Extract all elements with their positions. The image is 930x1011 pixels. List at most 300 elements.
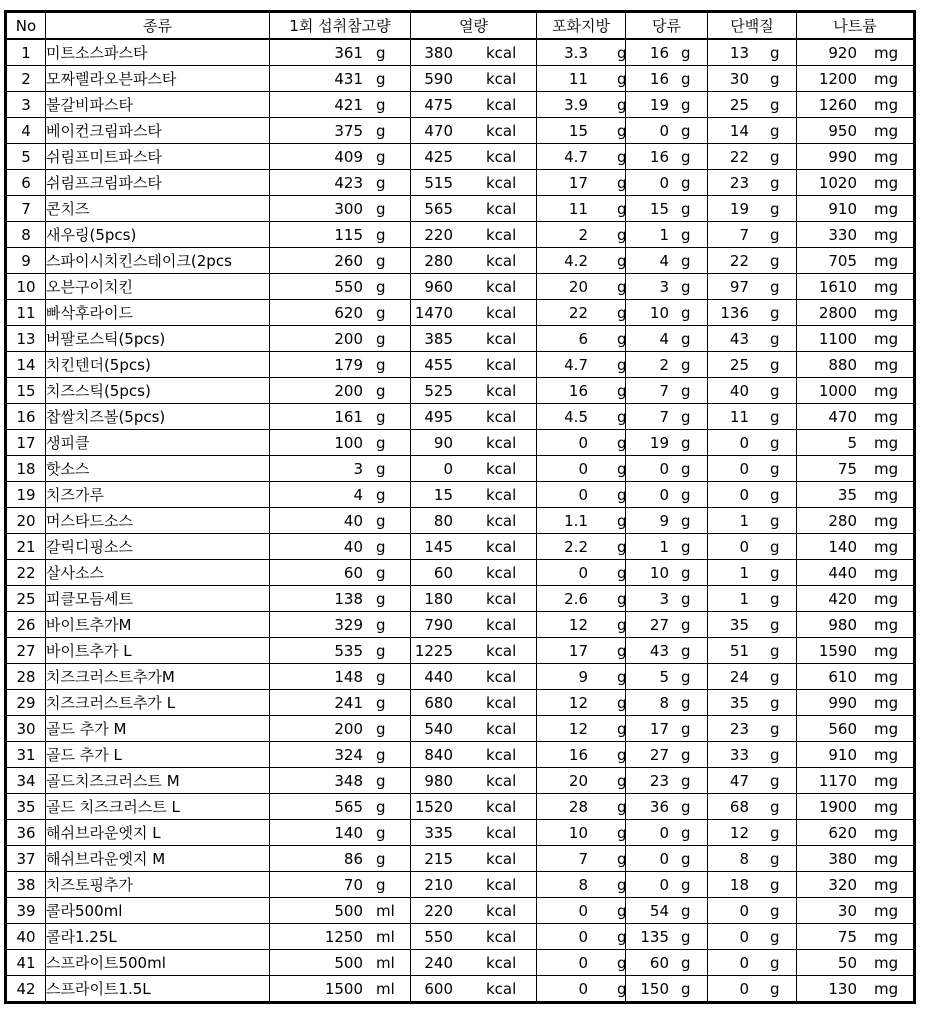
saturated-fat-cell: [537, 716, 626, 742]
unit-text: g: [681, 43, 691, 62]
serving-cell: [270, 846, 411, 872]
value-text: 33: [729, 745, 749, 764]
value-text: 9: [578, 667, 588, 686]
value-text: 1: [659, 225, 669, 244]
value-text: 24: [729, 667, 749, 686]
unit-text: g: [617, 927, 627, 946]
table-header: [6, 12, 915, 40]
table-row: [6, 326, 915, 352]
value-text: 28: [568, 797, 588, 816]
value-text: 30: [837, 901, 857, 920]
sugar-cell: [626, 690, 708, 716]
unit-text: kcal: [486, 225, 517, 244]
saturated-fat-cell: [537, 508, 626, 534]
value-text: 610: [828, 667, 857, 686]
value-text: 600: [424, 979, 453, 998]
value-text: 0: [659, 459, 669, 478]
serving-cell: [270, 690, 411, 716]
calories-cell: [411, 196, 537, 222]
sugar-cell: [626, 196, 708, 222]
calories-cell: [411, 170, 537, 196]
row-number-cell: 25: [6, 586, 46, 612]
unit-text: g: [376, 69, 386, 88]
saturated-fat-cell: [537, 326, 626, 352]
row-number-cell: 14: [6, 352, 46, 378]
unit-text: ml: [376, 953, 395, 972]
row-number-cell: 26: [6, 612, 46, 638]
serving-cell: [270, 482, 411, 508]
value-text: 30: [729, 69, 749, 88]
unit-text: g: [770, 69, 780, 88]
value-text: 20: [568, 771, 588, 790]
sugar-cell: [626, 924, 708, 950]
protein-cell: [708, 248, 797, 274]
unit-text: g: [376, 719, 386, 738]
sodium-cell: [797, 430, 915, 456]
serving-cell: [270, 794, 411, 820]
value-text: 1020: [818, 173, 857, 192]
unit-text: g: [617, 693, 627, 712]
item-name-cell: 해쉬브라운엣지 M: [46, 846, 270, 872]
unit-text: g: [681, 69, 691, 88]
value-text: 40: [729, 381, 749, 400]
value-text: 145: [424, 537, 453, 556]
protein-cell: [708, 768, 797, 794]
saturated-fat-cell: [537, 92, 626, 118]
value-text: 200: [334, 381, 363, 400]
value-text: 14: [729, 121, 749, 140]
row-number-cell: 42: [6, 976, 46, 1003]
item-name-cell: 골드 치즈크러스트 L: [46, 794, 270, 820]
sodium-cell: [797, 820, 915, 846]
unit-text: g: [770, 693, 780, 712]
table-row: [6, 248, 915, 274]
value-text: 260: [334, 251, 363, 270]
value-text: 1: [739, 511, 749, 530]
table-row: [6, 39, 915, 66]
unit-text: mg: [874, 719, 899, 738]
saturated-fat-cell: [537, 378, 626, 404]
unit-text: kcal: [486, 329, 517, 348]
item-name-cell: 콘치즈: [46, 196, 270, 222]
protein-cell: [708, 976, 797, 1003]
unit-text: kcal: [486, 95, 517, 114]
unit-text: kcal: [486, 407, 517, 426]
protein-cell: [708, 664, 797, 690]
protein-cell: [708, 144, 797, 170]
value-text: 23: [729, 173, 749, 192]
serving-cell: [270, 508, 411, 534]
sugar-cell: [626, 300, 708, 326]
header-row: [6, 12, 915, 40]
value-text: 43: [729, 329, 749, 348]
value-text: 0: [578, 485, 588, 504]
value-text: 215: [424, 849, 453, 868]
unit-text: kcal: [486, 667, 517, 686]
value-text: 0: [739, 901, 749, 920]
sugar-cell: [626, 664, 708, 690]
sugar-cell: [626, 482, 708, 508]
value-text: 0: [739, 459, 749, 478]
row-number-cell: 21: [6, 534, 46, 560]
item-name-cell: 치즈크러스트추가 L: [46, 690, 270, 716]
sodium-cell: [797, 560, 915, 586]
calories-cell: [411, 534, 537, 560]
unit-text: mg: [874, 511, 899, 530]
row-number-cell: 41: [6, 950, 46, 976]
saturated-fat-cell: [537, 690, 626, 716]
serving-cell: [270, 378, 411, 404]
unit-text: mg: [874, 277, 899, 296]
serving-cell: [270, 170, 411, 196]
unit-text: mg: [874, 407, 899, 426]
value-text: 0: [578, 563, 588, 582]
value-text: 100: [334, 433, 363, 452]
value-text: 550: [334, 277, 363, 296]
value-text: 440: [828, 563, 857, 582]
item-name-cell: 오븐구이치킨: [46, 274, 270, 300]
value-text: 4.5: [564, 407, 588, 426]
value-text: 1520: [414, 797, 453, 816]
sodium-cell: [797, 326, 915, 352]
unit-text: g: [376, 199, 386, 218]
value-text: 19: [649, 433, 669, 452]
serving-cell: [270, 638, 411, 664]
sugar-cell: [626, 66, 708, 92]
value-text: 423: [334, 173, 363, 192]
unit-text: g: [376, 43, 386, 62]
value-text: 2.6: [564, 589, 588, 608]
unit-text: g: [770, 849, 780, 868]
serving-cell: [270, 248, 411, 274]
value-text: 210: [424, 875, 453, 894]
item-name-cell: 스프라이트500ml: [46, 950, 270, 976]
nutrition-table: [4, 10, 916, 1004]
table-row: [6, 144, 915, 170]
unit-text: g: [681, 641, 691, 660]
unit-text: g: [376, 355, 386, 374]
unit-text: kcal: [486, 251, 517, 270]
row-number-cell: 37: [6, 846, 46, 872]
unit-text: mg: [874, 69, 899, 88]
value-text: 4.2: [564, 251, 588, 270]
protein-cell: [708, 612, 797, 638]
unit-text: kcal: [486, 615, 517, 634]
unit-text: mg: [874, 901, 899, 920]
sodium-cell: [797, 456, 915, 482]
sugar-cell: [626, 950, 708, 976]
value-text: 475: [424, 95, 453, 114]
protein-cell: [708, 430, 797, 456]
unit-text: g: [681, 589, 691, 608]
value-text: 68: [729, 797, 749, 816]
sugar-cell: [626, 976, 708, 1003]
sugar-cell: [626, 768, 708, 794]
unit-text: mg: [874, 303, 899, 322]
value-text: 15: [433, 485, 453, 504]
row-number-cell: 18: [6, 456, 46, 482]
value-text: 97: [729, 277, 749, 296]
unit-text: g: [617, 953, 627, 972]
unit-text: mg: [874, 875, 899, 894]
calories-cell: [411, 352, 537, 378]
value-text: 7: [578, 849, 588, 868]
unit-text: mg: [874, 485, 899, 504]
unit-text: kcal: [486, 485, 517, 504]
value-text: 0: [578, 953, 588, 972]
unit-text: g: [376, 329, 386, 348]
sugar-cell: [626, 534, 708, 560]
value-text: 0: [739, 927, 749, 946]
unit-text: g: [617, 381, 627, 400]
saturated-fat-cell: [537, 118, 626, 144]
value-text: 1.1: [564, 511, 588, 530]
value-text: 60: [343, 563, 363, 582]
unit-text: g: [376, 875, 386, 894]
value-text: 7: [659, 407, 669, 426]
sodium-cell: [797, 898, 915, 924]
saturated-fat-cell: [537, 820, 626, 846]
value-text: 11: [568, 199, 588, 218]
sodium-cell: [797, 638, 915, 664]
calories-cell: [411, 222, 537, 248]
value-text: 240: [424, 953, 453, 972]
unit-text: g: [681, 173, 691, 192]
value-text: 3.3: [564, 43, 588, 62]
value-text: 375: [334, 121, 363, 140]
value-text: 470: [828, 407, 857, 426]
table-row: [6, 170, 915, 196]
saturated-fat-cell: [537, 300, 626, 326]
serving-cell: [270, 39, 411, 66]
value-text: 790: [424, 615, 453, 634]
serving-cell: [270, 768, 411, 794]
unit-text: mg: [874, 797, 899, 816]
table-row: [6, 820, 915, 846]
unit-text: kcal: [486, 537, 517, 556]
unit-text: g: [681, 849, 691, 868]
calories-cell: [411, 66, 537, 92]
unit-text: g: [681, 693, 691, 712]
value-text: 0: [578, 927, 588, 946]
item-name-cell: 치킨텐더(5pcs): [46, 352, 270, 378]
calories-cell: [411, 560, 537, 586]
protein-cell: [708, 794, 797, 820]
unit-text: g: [770, 563, 780, 582]
unit-text: g: [770, 355, 780, 374]
calories-cell: [411, 716, 537, 742]
sodium-cell: [797, 66, 915, 92]
value-text: 22: [568, 303, 588, 322]
unit-text: kcal: [486, 901, 517, 920]
value-text: 280: [424, 251, 453, 270]
calories-cell: [411, 742, 537, 768]
unit-text: g: [770, 797, 780, 816]
sodium-cell: [797, 950, 915, 976]
unit-text: g: [681, 459, 691, 478]
row-number-cell: 15: [6, 378, 46, 404]
unit-text: g: [617, 121, 627, 140]
value-text: 70: [343, 875, 363, 894]
value-text: 590: [424, 69, 453, 88]
value-text: 12: [568, 693, 588, 712]
serving-cell: [270, 66, 411, 92]
value-text: 19: [729, 199, 749, 218]
value-text: 86: [343, 849, 363, 868]
value-text: 200: [334, 329, 363, 348]
unit-text: g: [376, 147, 386, 166]
value-text: 500: [334, 953, 363, 972]
row-number-cell: 8: [6, 222, 46, 248]
unit-text: g: [770, 381, 780, 400]
value-text: 150: [640, 979, 669, 998]
value-text: 148: [334, 667, 363, 686]
table-row: [6, 976, 915, 1003]
value-text: 620: [828, 823, 857, 842]
sugar-cell: [626, 170, 708, 196]
value-text: 560: [828, 719, 857, 738]
sodium-cell: [797, 612, 915, 638]
serving-cell: [270, 456, 411, 482]
unit-text: g: [617, 511, 627, 530]
value-text: 0: [443, 459, 453, 478]
unit-text: g: [681, 355, 691, 374]
table-row: [6, 222, 915, 248]
value-text: 15: [649, 199, 669, 218]
value-text: 1500: [324, 979, 363, 998]
sugar-cell: [626, 898, 708, 924]
value-text: 421: [334, 95, 363, 114]
unit-text: g: [376, 771, 386, 790]
item-name-cell: 베이컨크림파스타: [46, 118, 270, 144]
item-name-cell: 스프라이트1.5L: [46, 976, 270, 1003]
item-name-cell: 바이트추가M: [46, 612, 270, 638]
serving-cell: [270, 898, 411, 924]
calories-cell: [411, 118, 537, 144]
calories-cell: [411, 768, 537, 794]
header-saturated-fat: 포화지방: [537, 12, 626, 40]
table-row: [6, 118, 915, 144]
value-text: 380: [424, 43, 453, 62]
unit-text: g: [376, 641, 386, 660]
protein-cell: [708, 274, 797, 300]
unit-text: mg: [874, 95, 899, 114]
saturated-fat-cell: [537, 612, 626, 638]
item-name-cell: 쉬림프크림파스타: [46, 170, 270, 196]
value-text: 0: [659, 485, 669, 504]
unit-text: mg: [874, 251, 899, 270]
saturated-fat-cell: [537, 560, 626, 586]
saturated-fat-cell: [537, 404, 626, 430]
row-number-cell: 39: [6, 898, 46, 924]
unit-text: g: [770, 173, 780, 192]
table-row: [6, 456, 915, 482]
table-row: [6, 846, 915, 872]
unit-text: g: [770, 95, 780, 114]
table-row: [6, 950, 915, 976]
header-calories: 열량: [411, 12, 537, 40]
unit-text: g: [681, 251, 691, 270]
value-text: 180: [424, 589, 453, 608]
saturated-fat-cell: [537, 586, 626, 612]
sodium-cell: [797, 924, 915, 950]
value-text: 12: [729, 823, 749, 842]
unit-text: mg: [874, 173, 899, 192]
unit-text: g: [770, 329, 780, 348]
value-text: 880: [828, 355, 857, 374]
header-no: No: [6, 12, 46, 40]
sugar-cell: [626, 560, 708, 586]
unit-text: mg: [874, 459, 899, 478]
sodium-cell: [797, 716, 915, 742]
serving-cell: [270, 664, 411, 690]
unit-text: g: [376, 563, 386, 582]
row-number-cell: 5: [6, 144, 46, 170]
unit-text: kcal: [486, 797, 517, 816]
calories-cell: [411, 950, 537, 976]
unit-text: g: [681, 277, 691, 296]
calories-cell: [411, 92, 537, 118]
value-text: 0: [659, 121, 669, 140]
row-number-cell: 34: [6, 768, 46, 794]
protein-cell: [708, 404, 797, 430]
value-text: 680: [424, 693, 453, 712]
value-text: 330: [828, 225, 857, 244]
unit-text: g: [376, 277, 386, 296]
sodium-cell: [797, 248, 915, 274]
value-text: 0: [739, 979, 749, 998]
value-text: 27: [649, 615, 669, 634]
row-number-cell: 22: [6, 560, 46, 586]
unit-text: mg: [874, 641, 899, 660]
row-number-cell: 17: [6, 430, 46, 456]
value-text: 136: [720, 303, 749, 322]
value-text: 11: [568, 69, 588, 88]
value-text: 348: [334, 771, 363, 790]
value-text: 0: [739, 433, 749, 452]
value-text: 0: [578, 459, 588, 478]
unit-text: mg: [874, 225, 899, 244]
unit-text: g: [681, 433, 691, 452]
item-name-cell: 피클모듬세트: [46, 586, 270, 612]
value-text: 220: [424, 901, 453, 920]
sugar-cell: [626, 248, 708, 274]
unit-text: kcal: [486, 511, 517, 530]
value-text: 470: [424, 121, 453, 140]
saturated-fat-cell: [537, 482, 626, 508]
value-text: 8: [659, 693, 669, 712]
unit-text: g: [770, 589, 780, 608]
protein-cell: [708, 924, 797, 950]
unit-text: g: [376, 693, 386, 712]
value-text: 990: [828, 147, 857, 166]
unit-text: kcal: [486, 381, 517, 400]
protein-cell: [708, 846, 797, 872]
sugar-cell: [626, 274, 708, 300]
sodium-cell: [797, 664, 915, 690]
sodium-cell: [797, 586, 915, 612]
item-name-cell: 골드치즈크러스트 M: [46, 768, 270, 794]
unit-text: mg: [874, 381, 899, 400]
serving-cell: [270, 196, 411, 222]
unit-text: g: [681, 615, 691, 634]
unit-text: g: [681, 901, 691, 920]
unit-text: g: [770, 251, 780, 270]
calories-cell: [411, 612, 537, 638]
value-text: 20: [568, 277, 588, 296]
protein-cell: [708, 742, 797, 768]
unit-text: g: [770, 927, 780, 946]
